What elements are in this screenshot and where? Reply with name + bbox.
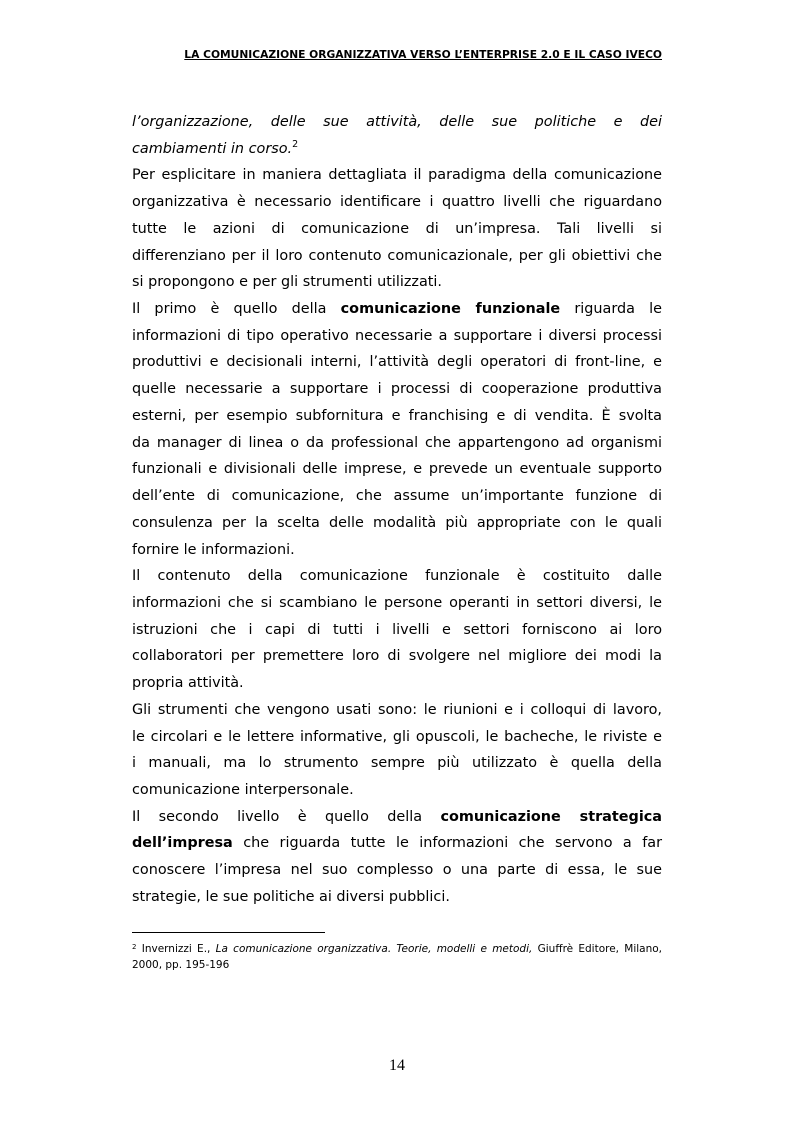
paragraph-line: differenziano per il loro contenuto comunicazionale, per gli obiettivi che xyxy=(132,247,662,264)
paragraph-line: fornire le informazioni. xyxy=(132,541,295,558)
quote-line-2 xyxy=(132,136,662,163)
line-text: riguarda le xyxy=(574,301,663,318)
paragraph-line: istruzioni che i capi di tutti i livelli e settori forniscono ai loro xyxy=(132,621,662,638)
running-header-title: LA COMUNICAZIONE ORGANIZZATIVA VERSO L’ENTERPRISE 2.0 E IL CASO IVECO xyxy=(184,48,662,61)
line-text: Il primo è quello della xyxy=(132,301,327,318)
paragraph-line xyxy=(132,804,662,831)
paragraph-line: informazioni di tipo operativo necessarie a supportare i diversi processi xyxy=(132,327,662,344)
footnote-reference: 2 xyxy=(292,139,299,151)
footnote-author: Invernizzi E., xyxy=(141,943,211,955)
paragraph-line: strategie, le sue politiche ai diversi pubblici. xyxy=(132,888,450,905)
paragraph-line: i manuali, ma lo strumento sempre più utilizzato è quella della xyxy=(132,755,662,772)
paragraph-line: informazioni che si scambiano le persone operanti in settori diversi, le xyxy=(132,594,662,611)
footnote xyxy=(132,941,662,973)
page-number: 14 xyxy=(389,1057,405,1074)
paragraph-line: da manager di linea o da professional che appartengono ad organismi xyxy=(132,434,662,451)
paragraph-line: conoscere l’impresa nel suo complesso o una parte di essa, le sue xyxy=(132,862,662,879)
paragraph-line xyxy=(132,296,662,323)
paragraph-line: quelle necessarie a supportare i processi di cooperazione produttiva xyxy=(132,381,662,398)
line-text: che riguarda tutte le informazioni che servono a far xyxy=(243,835,663,852)
paragraph-line: dell’ente di comunicazione, che assume un’importante funzione di xyxy=(132,488,662,505)
footnote-line-1 xyxy=(132,941,662,957)
paragraph-line: esterni, per esempio subfornitura e franchising e di vendita. È svolta xyxy=(132,407,662,424)
quote-text: l’organizzazione, delle sue attività, delle sue politiche e dei xyxy=(132,114,662,130)
bold-term: comunicazione strategica xyxy=(440,808,662,825)
paragraph-line: organizzativa è necessario identificare i quattro livelli che riguardano xyxy=(132,194,662,211)
paragraph-line: propria attività. xyxy=(132,675,244,692)
paragraph-line: funzionali e divisionali delle imprese, e prevede un eventuale supporto xyxy=(132,461,662,478)
paragraph-line: le circolari e le lettere informative, gli opuscoli, le bacheche, le riviste e xyxy=(132,728,662,745)
running-header xyxy=(132,48,662,62)
line-text: Il secondo livello è quello della xyxy=(132,808,423,825)
footnote-number: 2 xyxy=(132,942,137,951)
bold-term: comunicazione funzionale xyxy=(340,301,561,318)
paragraph-line: si propongono e per gli strumenti utilizzati. xyxy=(132,274,443,291)
footnote-publisher: Giuffrè Editore, Milano, xyxy=(537,943,663,955)
quote-text: cambiamenti in corso. xyxy=(132,140,293,157)
bold-term: dell’impresa xyxy=(132,835,233,852)
paragraph-line: collaboratori per premettere loro di svolgere nel migliore dei modi la xyxy=(132,648,662,665)
paragraph-line: produttivi e decisionali interni, l’attività degli operatori di front-line, e xyxy=(132,354,662,371)
paragraph-line: comunicazione interpersonale. xyxy=(132,781,354,798)
footnote-line-2: 2000, pp. 195-196 xyxy=(132,959,230,971)
footnote-title: La comunicazione organizzativa. Teorie, modelli e metodi, xyxy=(215,943,533,955)
paragraph-line xyxy=(132,830,662,857)
paragraph-line: Gli strumenti che vengono usati sono: le riunioni e i colloqui di lavoro, xyxy=(132,701,662,718)
paragraph-line: consulenza per la scelta delle modalità più appropriate con le quali xyxy=(132,514,662,531)
paragraph-line: tutte le azioni di comunicazione di un’impresa. Tali livelli si xyxy=(132,220,662,237)
quote-line-1 xyxy=(132,109,662,136)
paragraph-line: Per esplicitare in maniera dettagliata il paradigma della comunicazione xyxy=(132,167,662,184)
body-text xyxy=(132,109,662,911)
footnote-separator xyxy=(132,932,325,933)
paragraph-line: Il contenuto della comunicazione funzionale è costituito dalle xyxy=(132,568,662,585)
